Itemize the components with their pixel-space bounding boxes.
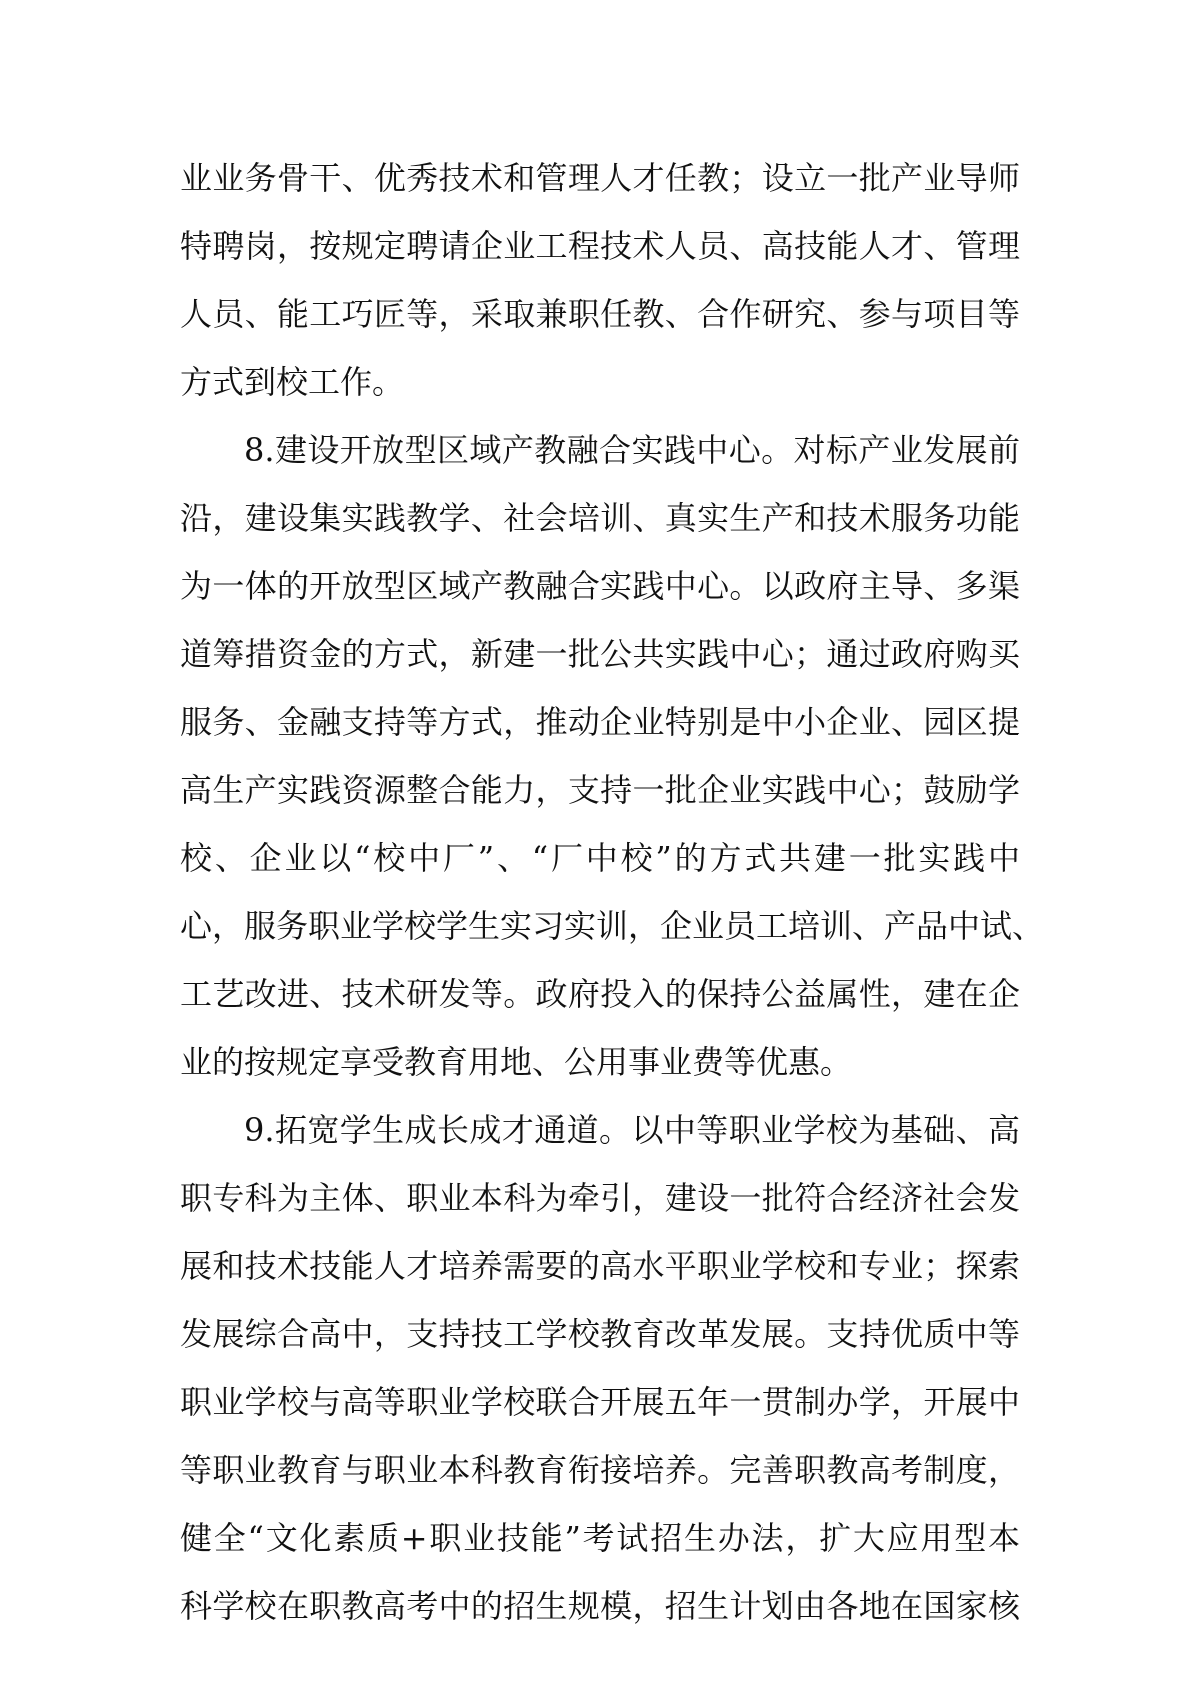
text-line-13: 工艺改进、技术研发等。政府投入的保持公益属性，建在企: [180, 975, 1020, 1013]
text-line-9: 服务、金融支持等方式，推动企业特别是中小企业、园区提: [180, 703, 1020, 741]
text-line-6: 沿，建设集实践教学、社会培训、真实生产和技术服务功能: [180, 499, 1020, 537]
text-line-10: 高生产实践资源整合能力，支持一批企业实践中心；鼓励学: [180, 771, 1020, 809]
text-line-21: 健全“文化素质+职业技能”考试招生办法，扩大应用型本: [180, 1519, 1020, 1557]
text-line-16: 职专科为主体、职业本科为牵引，建设一批符合经济社会发: [180, 1179, 1020, 1217]
text-line-18: 发展综合高中，支持技工学校教育改革发展。支持优质中等: [180, 1315, 1020, 1353]
text-line-15: 9.拓宽学生成长成才通道。以中等职业学校为基础、高: [244, 1111, 1020, 1149]
text-line-7: 为一体的开放型区域产教融合实践中心。以政府主导、多渠: [180, 567, 1020, 605]
text-line-14: 业的按规定享受教育用地、公用事业费等优惠。: [180, 1043, 853, 1081]
text-line-20: 等职业教育与职业本科教育衔接培养。完善职教高考制度，: [180, 1451, 1020, 1489]
text-line-22: 科学校在职教高考中的招生规模，招生计划由各地在国家核: [180, 1587, 1020, 1625]
text-line-5: 8.建设开放型区域产教融合实践中心。对标产业发展前: [244, 431, 1020, 469]
text-line-1: 业业务骨干、优秀技术和管理人才任教；设立一批产业导师: [180, 159, 1020, 197]
text-line-12: 心，服务职业学校学生实习实训，企业员工培训、产品中试、: [180, 907, 1045, 945]
text-line-3: 人员、能工巧匠等，采取兼职任教、合作研究、参与项目等: [180, 295, 1020, 333]
text-line-4: 方式到校工作。: [180, 363, 405, 401]
text-line-8: 道筹措资金的方式，新建一批公共实践中心；通过政府购买: [180, 635, 1020, 673]
text-line-17: 展和技术技能人才培养需要的高水平职业学校和专业；探索: [180, 1247, 1020, 1285]
text-line-2: 特聘岗，按规定聘请企业工程技术人员、高技能人才、管理: [180, 227, 1020, 265]
text-line-11: 校、企业以“校中厂”、“厂中校”的方式共建一批实践中: [180, 839, 1020, 877]
text-line-19: 职业学校与高等职业学校联合开展五年一贯制办学，开展中: [180, 1383, 1020, 1421]
